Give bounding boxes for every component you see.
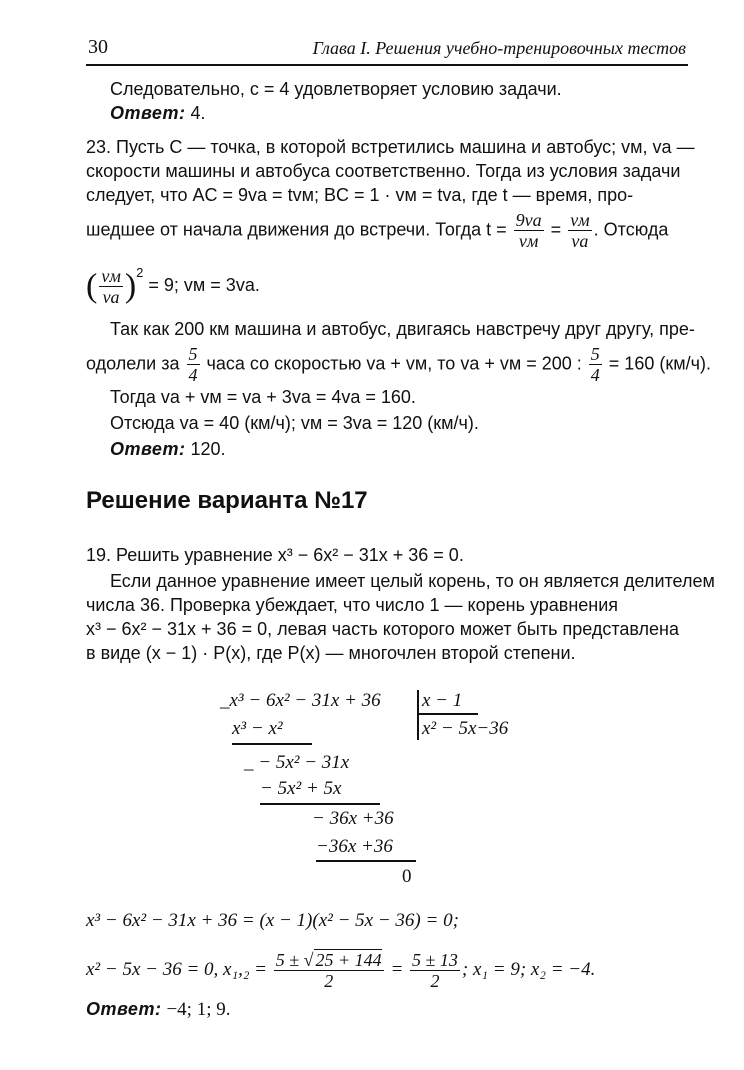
p19-line-1: 19. Решить уравнение x³ − 6x² − 31x + 36 = 0.: [86, 545, 464, 565]
page-number: 30: [88, 36, 108, 58]
division-rule-3: [316, 860, 416, 862]
p23-line-7: [86, 344, 711, 385]
final-line-1: x³ − 6x² − 31x + 36 = (x − 1)(x² − 5x − 36) = 0;: [86, 910, 459, 931]
division-rule-2: [260, 803, 380, 805]
fraction-numerator: vм: [101, 265, 121, 286]
equals-sign: =: [550, 219, 562, 240]
fraction-9va-over-vm: [514, 210, 544, 251]
p23-line-7-tail: = 160 (км/ч).: [608, 353, 711, 374]
fraction-vm-over-va-squared: [99, 266, 122, 307]
fraction-quadratic-root: [274, 950, 384, 991]
division-remainder-1: _ − 5x² − 31x: [244, 752, 350, 773]
division-subtrahend-2: − 5x² + 5x: [260, 778, 342, 799]
p23-line-8: Тогда vа + vм = vа + 3vа = 4vа = 160.: [110, 387, 416, 407]
left-paren: (: [86, 267, 98, 305]
p19-line-5: в виде (x − 1) · P(x), где P(x) — многочлен второй степени.: [86, 643, 576, 663]
exponent: 2: [136, 265, 144, 280]
answer-value: 120.: [190, 439, 226, 459]
equals-sign: =: [390, 958, 404, 980]
chapter-title: Глава I. Решения учебно-тренировочных тестов: [312, 38, 686, 58]
division-quotient: x² − 5x−36: [422, 718, 509, 739]
fraction-denominator: 4: [188, 365, 198, 385]
numerator-prefix: 5 ±: [275, 950, 300, 970]
fraction-numerator: 5 ± 13: [412, 950, 458, 970]
p19-line-2: Если данное уравнение имеет целый корень, то он является делителем: [110, 571, 715, 591]
fraction-denominator: 4: [590, 365, 600, 385]
p23-line-2: скорости машины и автобуса соответственно. Тогда из условия задачи: [86, 161, 681, 181]
p23-line-4-text: шедшее от начала движения до встречи. Тогда t =: [86, 219, 507, 240]
answer-value: 4.: [190, 103, 206, 123]
final-answer: [86, 998, 231, 1021]
division-divisor-rule: [418, 713, 478, 715]
answer-label: Ответ:: [110, 103, 186, 123]
p23-line-6: Так как 200 км машина и автобус, двигаясь навстречу друг другу, пре-: [110, 319, 695, 339]
fraction-5-over-4-second: [589, 344, 602, 385]
p23-line-9: Отсюда vа = 40 (км/ч); vм = 3vа = 120 (км/ч).: [110, 413, 479, 433]
p19-line-4: x³ − 6x² − 31x + 36 = 0, левая часть которого может быть представлена: [86, 619, 679, 639]
p23-line-4: [86, 210, 668, 251]
division-subtrahend-1: x³ − x²: [232, 718, 283, 739]
fraction-vm-over-va: [568, 210, 591, 251]
fraction-denominator: vа: [571, 231, 589, 251]
final-line-2-text: x² − 5x − 36 = 0, x₁,₂ =: [86, 958, 267, 980]
fraction-numerator: 5 ± √ 25 + 144: [275, 950, 382, 970]
final-line-2: [86, 950, 595, 991]
answer-label: Ответ:: [86, 999, 162, 1019]
answer-label: Ответ:: [110, 439, 186, 459]
fraction-denominator: vа: [102, 286, 120, 307]
p23-line-5-text: = 9; vм = 3vа.: [148, 275, 260, 295]
header-rule: [86, 64, 688, 66]
p19-line-3: числа 36. Проверка убеждает, что число 1 — корень уравнения: [86, 595, 619, 615]
final-line-2-tail: ; x₁ = 9; x₂ = −4.: [461, 958, 596, 980]
p23-line-5: [86, 262, 260, 307]
p23-line-7-text: одолели за: [86, 353, 180, 374]
division-final-remainder: 0: [402, 866, 412, 887]
fraction-denominator: vм: [518, 231, 539, 251]
section-title: Решение варианта №17: [86, 487, 368, 514]
p23-line-3: следует, что AC = 9vа = tvм; BC = 1 · vм = tvа, где t — время, про-: [86, 185, 634, 205]
division-divider-vertical: [417, 690, 419, 740]
p23-line-1: 23. Пусть C — точка, в которой встретились машина и автобус; vм, vа —: [86, 137, 695, 157]
fraction-numerator: vм: [570, 210, 590, 230]
p23-answer: [110, 438, 226, 460]
p23-line-4-tail: . Отсюда: [593, 219, 669, 240]
right-paren: ): [124, 267, 137, 305]
division-subtrahend-3: −36x +36: [316, 836, 393, 857]
fraction-5-pm-13: [410, 950, 460, 991]
fraction-numerator: 5: [590, 344, 600, 364]
fraction-denominator: 2: [324, 971, 334, 991]
prev-conclusion: Следовательно, c = 4 удовлетворяет условию задачи.: [110, 79, 562, 99]
division-rule-1: [232, 743, 312, 745]
prev-answer: [110, 102, 205, 124]
answer-value: −4; 1; 9.: [166, 999, 231, 1020]
fraction-numerator: 5: [188, 344, 198, 364]
division-dividend: _x³ − 6x² − 31x + 36: [220, 690, 381, 711]
division-divisor: x − 1: [422, 690, 463, 711]
sqrt-radicand: 25 + 144: [315, 950, 382, 970]
p23-line-7-middle: часа со скоростью vа + vм, то vа + vм = 200 :: [206, 353, 582, 374]
division-remainder-2: − 36x +36: [312, 808, 394, 829]
fraction-5-over-4: [187, 344, 200, 385]
fraction-numerator: 9vа: [515, 210, 542, 230]
fraction-denominator: 2: [430, 971, 440, 991]
